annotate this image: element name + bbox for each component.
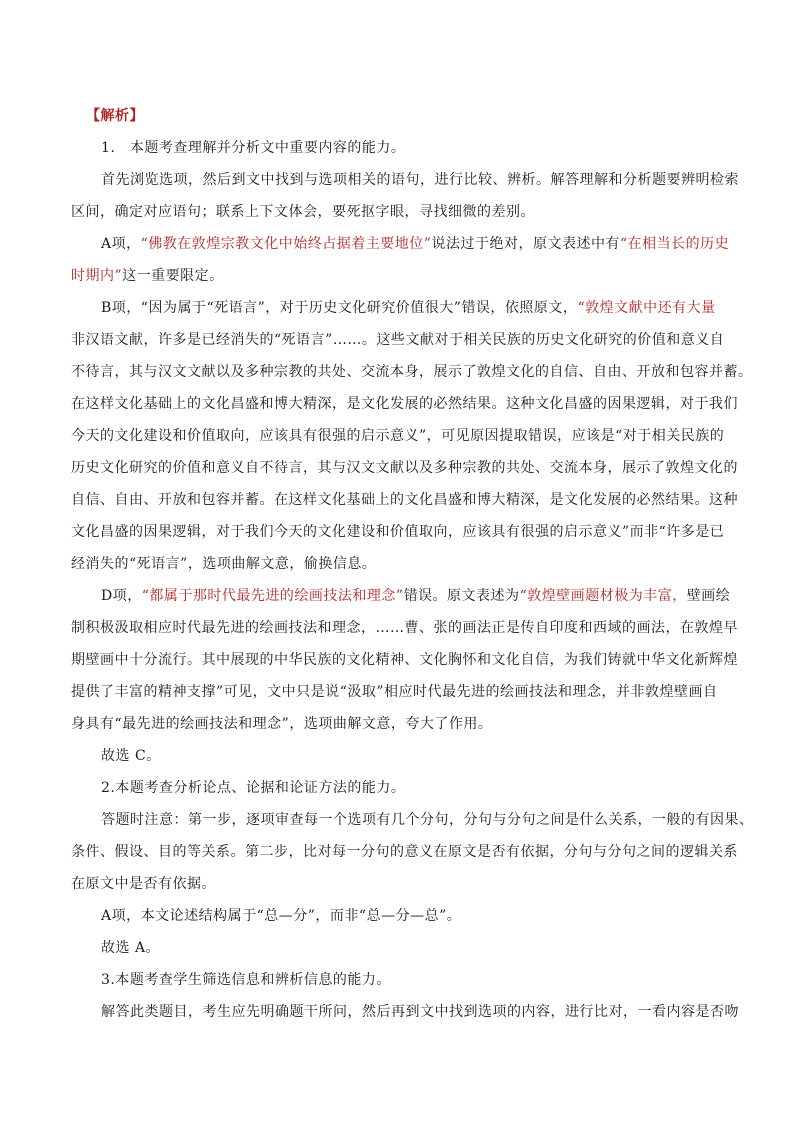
q1-option-b-line-5: 今天的文化建设和价值取向，应该具有很强的启示意义”，可见原因提取错误，应该是“对于相关民族的 (71, 428, 725, 444)
q1-option-b-line-2: 非汉语文献，许多是已经消失的“死语言”……。这些文献对于相关民族的历史文化研究的价值和意义自 (71, 332, 725, 348)
q1-option-b-line-8: 文化昌盛的因果逻辑，对于我们今天的文化建设和价值取向，应该具有很强的启示意义”而非“许多是已 (71, 524, 725, 540)
q1-option-b-line-7: 自信、自由、开放和包容并蓄。在这样文化基础上的文化昌盛和博大精深，是文化发展的必然结果。这种 (71, 492, 738, 508)
q1-option-a-source-quote: “在相当长的历史 (619, 236, 730, 252)
q1-title: 1. 本题考查理解并分析文中重要内容的能力。 (101, 140, 406, 156)
q2-method-line-1: 答题时注意：第一步，逐项审查每一个选项有几个分句，分句与分句之间是什么关系，一般的有因果、 (101, 812, 754, 828)
q1-option-d-tail: 壁画绘 (686, 588, 731, 604)
q1-option-a-source-quote-end: 时期内” (71, 268, 123, 284)
q2-answer: 故选 A。 (101, 940, 161, 956)
q1-option-d-line-1 (71, 580, 731, 612)
q1-option-b-line-4: 在这样文化基础上的文化昌盛和博大精深，是文化发展的必然结果。这种文化昌盛的因果逻辑，对于我们 (71, 396, 738, 412)
analysis-content (71, 100, 754, 1028)
q1-option-b-line-9: 经消失的“死语言”，选项曲解文意，偷换信息。 (71, 556, 377, 572)
q1-option-a-prefix: A项， (101, 236, 141, 252)
q1-option-a-line-2 (71, 260, 723, 292)
q1-option-a-conclusion: 这一重要限定。 (122, 268, 224, 284)
q1-option-d-line-3: 期壁画中十分流行。其中展现的中华民族的文化精神、文化胸怀和文化自信，为我们铸就中华文化新辉煌 (71, 652, 738, 668)
q1-option-b-line-6: 历史文化研究的价值和意义自不待言，其与汉文文献以及多种宗教的共处、交流本身，展示了敦煌文化的 (71, 460, 738, 476)
q1-method-line-1: 首先浏览选项，然后到文中找到与选项相关的语句，进行比较、辨析。解答理解和分析题要辨明检索 (101, 172, 739, 188)
q3-method-line-1: 解答此类题目，考生应先明确题干所问，然后再到文中找到选项的内容，进行比对，一看内容是否吻 (101, 1004, 739, 1020)
q2-title: 2.本题考查分析论点、论据和论证方法的能力。 (101, 780, 406, 796)
q1-answer: 故选 C。 (101, 748, 161, 764)
section-heading: 【解析】 (86, 108, 144, 124)
q1-option-d-line-4: 提供了丰富的精神支撑”可见，文中只是说“汲取”相应时代最先进的绘画技法和理念，并非敦煌壁画自 (71, 684, 718, 700)
q1-option-d-quote: “都属于那时代最先进的绘画技法和理念” (141, 588, 404, 604)
q2-method-line-2: 条件、假设、目的等关系。第二步，比对每一分句的意义在原文是否有依据，分句与分句之间的逻辑关系 (71, 844, 738, 860)
q1-option-d-prefix: D项， (101, 588, 142, 604)
q1-option-b-mid: 错误，依照原文， (461, 300, 578, 316)
q2-method-line-3: 在原文中是否有依据。 (71, 876, 216, 892)
q1-method-line-2: 区间，确定对应语句；联系上下文体会，要死抠字眼，寻找细微的差别。 (71, 204, 535, 220)
q1-option-b-line-1 (71, 292, 723, 324)
q1-option-d-line-2: 制积极汲取相应时代最先进的绘画技法和理念，……曹、张的画法正是传自印度和西域的画法，在敦煌早 (71, 620, 738, 636)
q2-option-a: A项，本文论述结构属于“总—分”，而非“总—分—总”。 (101, 908, 462, 924)
q1-option-b-source-quote: “敦煌文献中还有大量 (577, 300, 716, 316)
q1-option-b-prefix: B项， (101, 300, 141, 316)
q1-option-a-quote: “佛教在敦煌宗教文化中始终占据着主要地位” (140, 236, 432, 252)
q1-option-b-line-3: 不待言，其与汉文文献以及多种宗教的共处、交流本身，展示了敦煌文化的自信、自由、开放和包容并蓄。 (71, 364, 753, 380)
q1-option-b-quote: “因为属于“死语言”，对于历史文化研究价值很大” (140, 300, 462, 316)
q1-option-d-source-quote: “敦煌壁画题材极为丰富， (519, 588, 687, 604)
q1-option-a-line-1 (71, 228, 730, 260)
q1-option-d-line-5: 身具有“最先进的绘画技法和理念”，选项曲解文意，夸大了作用。 (71, 716, 493, 732)
q3-title: 3.本题考查学生筛选信息和辨析信息的能力。 (101, 972, 391, 988)
q1-option-a-mid: 说法过于绝对，原文表述中有 (431, 236, 620, 252)
q1-option-d-mid: 错误。原文表述为 (403, 588, 520, 604)
